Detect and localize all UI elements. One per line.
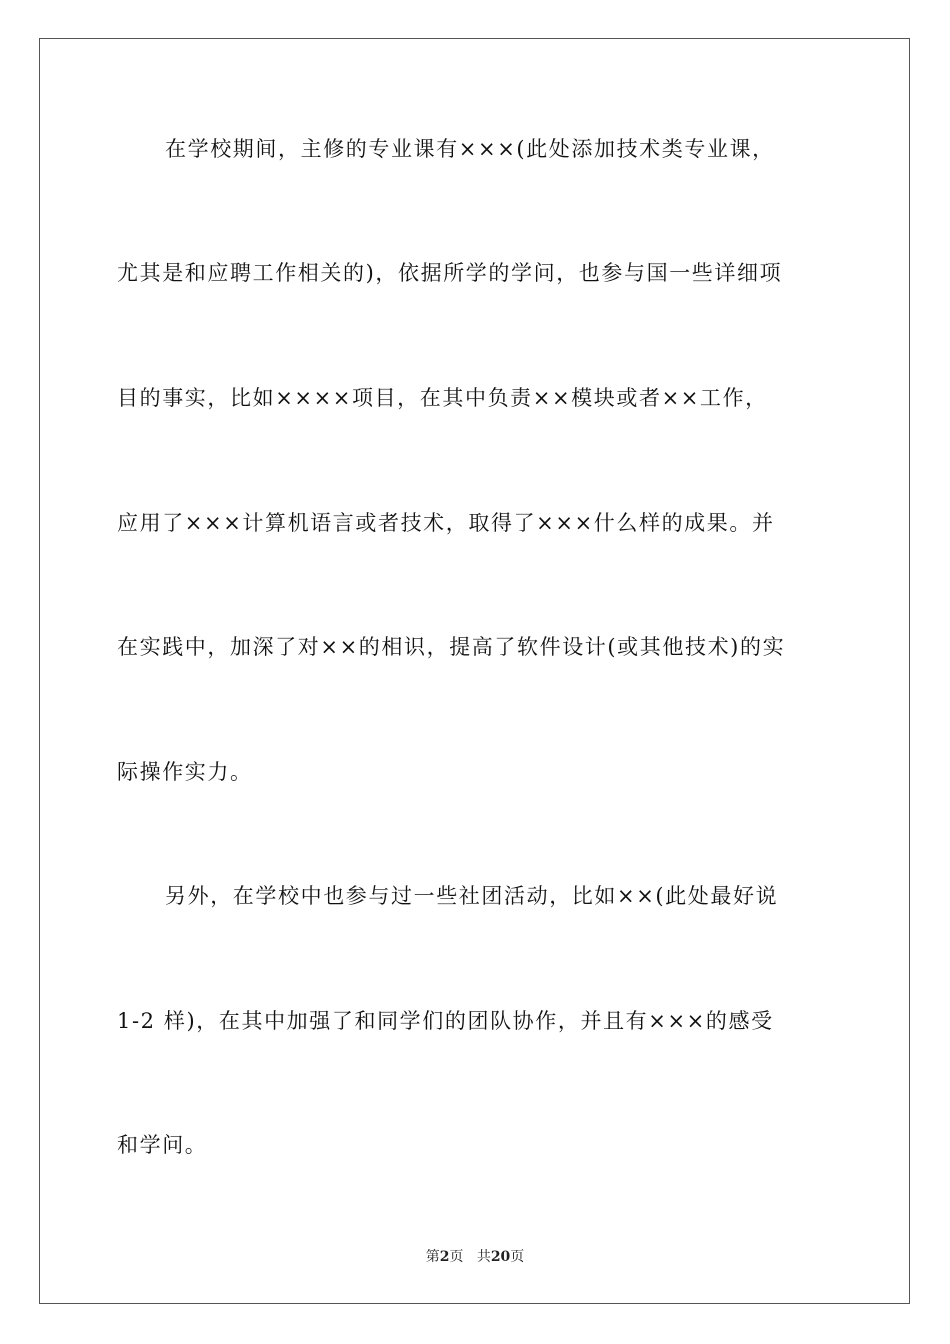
text-line: 1-2 样)，在其中加强了和同学们的团队协作，并且有×××的感受 (117, 1009, 774, 1033)
text-line: 在实践中，加深了对××的相识，提高了软件设计(或其他技术)的实 (117, 635, 786, 659)
text-line: 在学校期间，主修的专业课有×××(此处添加技术类专业课， (165, 137, 775, 161)
text-line: 应用了×××计算机语言或者技术，取得了×××什么样的成果。并 (117, 511, 775, 535)
footer-total-suffix: 页 (510, 1249, 525, 1265)
text-line: 际操作实力。 (117, 760, 253, 784)
text-line: 目的事实，比如××××项目，在其中负责××模块或者××工作， (117, 386, 768, 410)
footer-page-suffix: 页 (449, 1249, 464, 1265)
total-pages-number: 20 (490, 1249, 511, 1265)
footer-prefix: 第 (425, 1249, 440, 1265)
current-page-number: 2 (439, 1249, 450, 1265)
text-line: 尤其是和应聘工作相关的)，依据所学的学问，也参与国一些详细项 (117, 261, 783, 285)
text-line: 和学问。 (117, 1133, 208, 1157)
text-line: 另外，在学校中也参与过一些社团活动，比如××(此处最好说 (165, 884, 779, 908)
footer-total-prefix: 共 (476, 1249, 491, 1265)
page-border (39, 38, 910, 1304)
page-footer (0, 1247, 950, 1267)
